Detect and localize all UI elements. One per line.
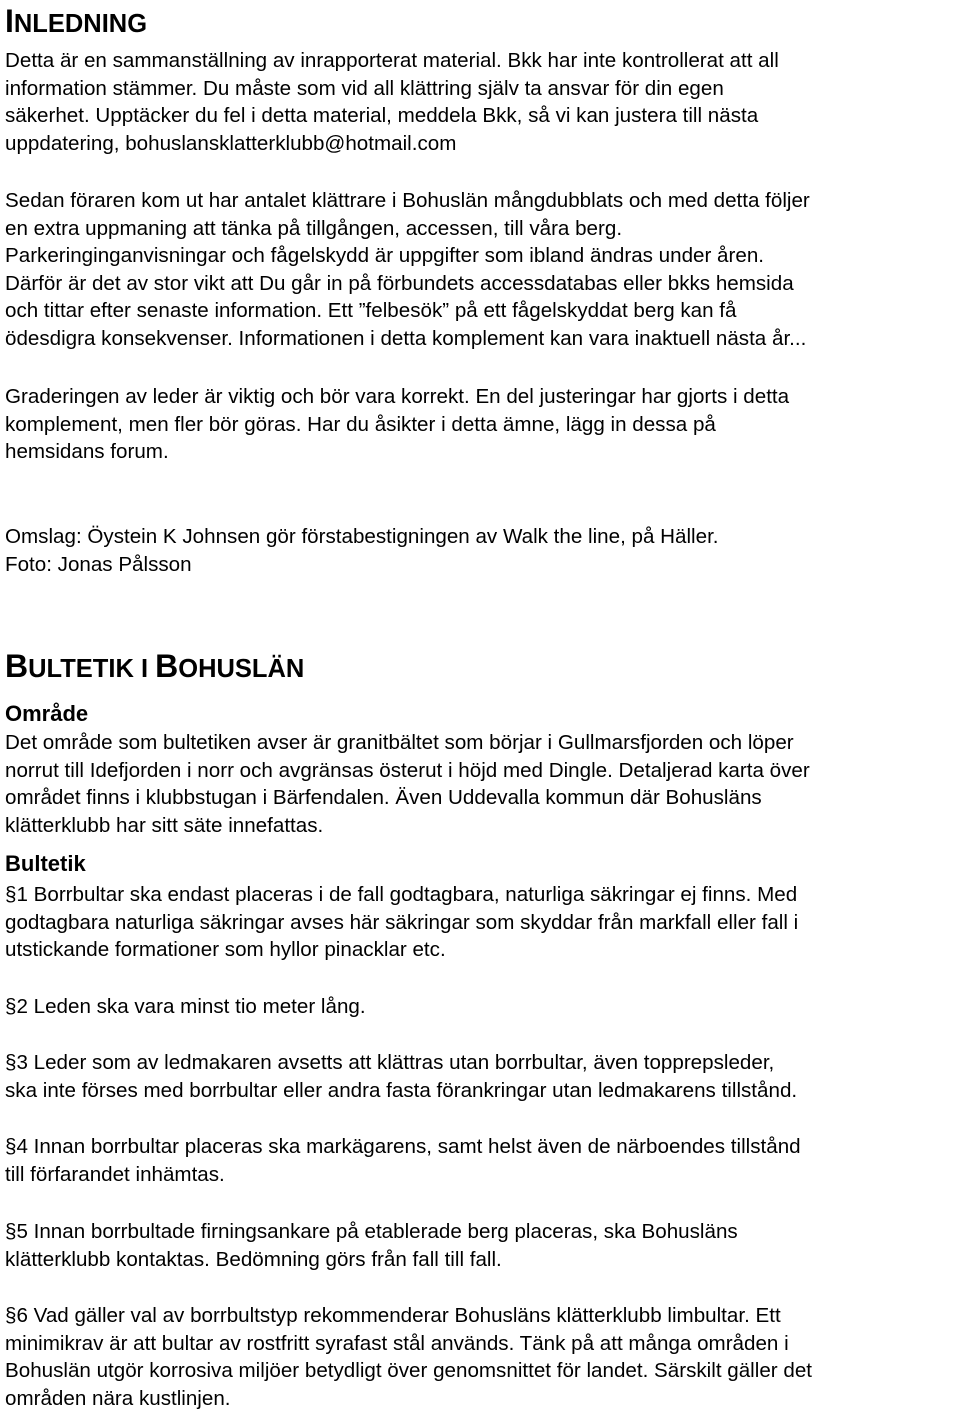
rule-5 [5, 1218, 738, 1273]
text-line: §3 Leder som av ledmakaren avsetts att klättras utan borrbultar, även topprepsleder, [5, 1051, 775, 1074]
text-line: uppdatering, bohuslansklatterklubb@hotmail.com [5, 131, 457, 155]
intro-heading [5, 0, 147, 43]
text-line: en extra uppmaning att tänka på tillgången, accessen, till våra berg. [5, 216, 623, 240]
text-line: ödesdigra konsekvenser. Informationen i detta komplement kan vara inaktuell nästa år... [5, 326, 807, 350]
heading-rest: OHUSLÄN [178, 655, 305, 683]
text-line: information stämmer. Du måste som vid all klättring själv ta ansvar för din egen [5, 76, 724, 100]
text-line: klätterklubb har sitt säte innefattas. [5, 813, 324, 837]
rule-2 [5, 993, 366, 1021]
rule-4 [5, 1133, 801, 1188]
text-line: Omslag: Öystein K Johnsen gör förstabestigningen av Walk the line, på Häller. [5, 525, 719, 548]
photo-credit: Foto: Jonas Pålsson [5, 552, 192, 576]
text-line: minimikrav är att bultar av rostfritt syrafast stål används. Tänk på att många områden i [5, 1331, 789, 1355]
intro-heading-initial: I [5, 3, 14, 39]
bultetik-heading [5, 645, 304, 688]
text-line: området finns i klubbstugan i Bärfendalen. Även Uddevalla kommun där Bohusläns [5, 786, 762, 810]
intro-heading-rest: NLEDNING [13, 10, 148, 38]
text-line: §5 Innan borrbultade firningsankare på etablerade berg placeras, ska Bohusläns [5, 1220, 738, 1243]
text-line: säkerhet. Upptäcker du fel i detta material, meddela Bkk, så vi kan justera till nästa [5, 104, 759, 128]
text-line: Sedan föraren kom ut har antalet klättrare i Bohuslän mångdubblats och med detta följer [5, 189, 810, 212]
area-paragraph [5, 729, 810, 839]
heading-rest: ULTETIK [28, 655, 134, 683]
text-line: Det område som bultetiken avser är granitbältet som börjar i Gullmarsfjorden och löper [5, 731, 794, 754]
heading-initial: B [155, 648, 179, 684]
intro-paragraph-2 [5, 187, 810, 353]
text-line: §4 Innan borrbultar placeras ska markägarens, samt helst även de närboendes tillstånd [5, 1135, 801, 1158]
text-line: Graderingen av leder är viktig och bör vara korrekt. En del justeringar har gjorts i detta [5, 385, 790, 408]
text-line: norrut till Idefjorden i norr och avgränsas österut i höjd med Dingle. Detaljerad karta över [5, 758, 810, 782]
text-line: Därför är det av stor vikt att Du går in på förbundets accessdatabas eller bkks hemsida [5, 271, 794, 295]
text-line: godtagbara naturliga säkringar avses här säkringar som skyddar från markfall eller fall i [5, 910, 799, 934]
intro-paragraph-3 [5, 383, 789, 466]
heading-initial: B [5, 648, 29, 684]
text-line: hemsidans forum. [5, 440, 169, 464]
text-line: Parkeringinganvisningar och fågelskydd är uppgifter som ibland ändras under åren. [5, 244, 764, 268]
text-line: §2 Leden ska vara minst tio meter lång. [5, 995, 366, 1018]
ethics-heading: Bultetik [5, 851, 86, 876]
area-heading: Område [5, 701, 89, 726]
heading-rest: I [133, 655, 156, 683]
text-line: utstickande formationer som hyllor pinacklar etc. [5, 938, 446, 962]
text-line: klätterklubb kontaktas. Bedömning görs från fall till fall. [5, 1247, 502, 1271]
text-line: Detta är en sammanställning av inrapporterat material. Bkk har inte kontrollerat att all [5, 49, 779, 72]
rule-1 [5, 881, 798, 964]
rule-6 [5, 1302, 812, 1412]
text-line: områden nära kustlinjen. [5, 1386, 231, 1410]
text-line: till förfarandet inhämtas. [5, 1162, 225, 1186]
cover-caption [5, 523, 719, 578]
text-line: komplement, men fler bör göras. Har du åsikter i detta ämne, lägg in dessa på [5, 412, 716, 436]
text-line: och tittar efter senaste information. Ett ”felbesök” på ett fågelskyddat berg kan få [5, 299, 737, 323]
text-line: Bohuslän utgör korrosiva miljöer betydligt över genomsnittet för landet. Särskilt gäller det [5, 1359, 812, 1383]
text-line: §6 Vad gäller val av borrbultstyp rekommenderar Bohusläns klätterklubb limbultar. Ett [5, 1304, 781, 1327]
intro-paragraph-1 [5, 47, 779, 157]
rule-3 [5, 1049, 797, 1104]
text-line: §1 Borrbultar ska endast placeras i de fall godtagbara, naturliga säkringar ej finns. Med [5, 883, 798, 906]
text-line: ska inte förses med borrbultar eller andra fasta förankringar utan ledmakarens tillstånd. [5, 1078, 798, 1102]
